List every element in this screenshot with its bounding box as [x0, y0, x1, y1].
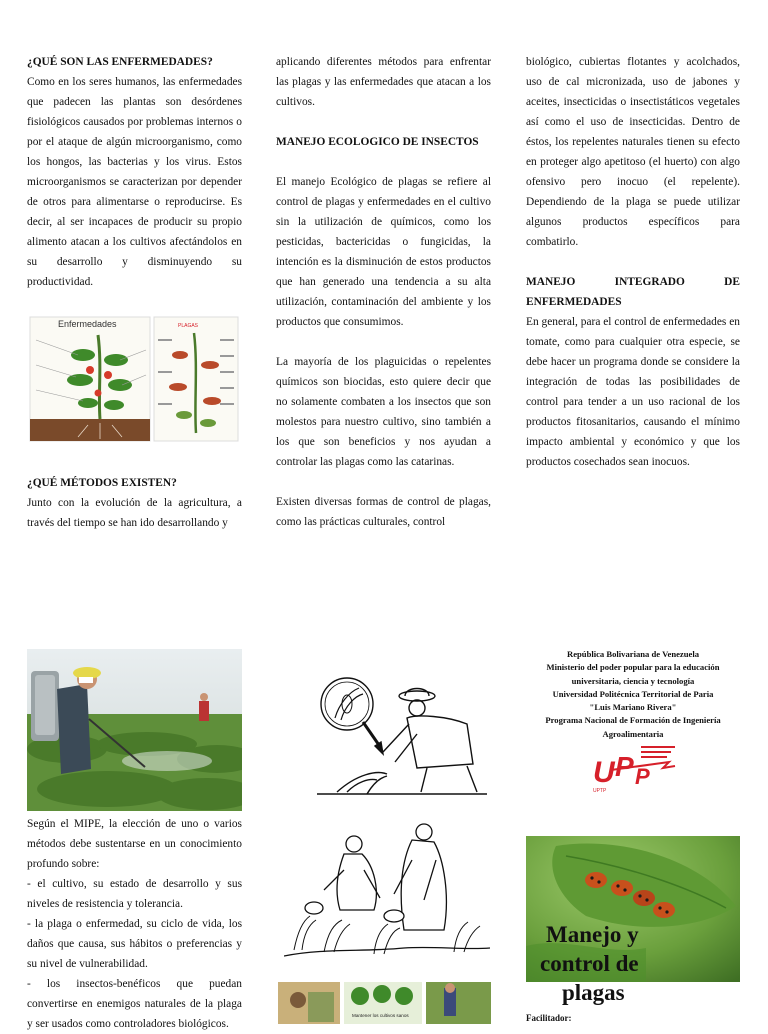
credit-line-universidad: Universidad Politécnica Territorial de Paria [552, 688, 714, 699]
farmer-spraying-photo [27, 649, 242, 811]
cover-title-line-2: control de [540, 951, 639, 976]
magnifier-farmer-drawing [317, 674, 487, 798]
svg-text:U: U [593, 756, 615, 789]
spraying-scene-svg [27, 649, 242, 811]
credit-line-agroalimentaria: Agroalimentaria [602, 728, 664, 739]
credit-line-luis-mariano: "Luis Mariano Rivera" [589, 702, 677, 713]
credit-line-republica: República Bolivariana de Venezuela [566, 649, 700, 659]
facilitator-label: Facilitador: [526, 1013, 572, 1023]
paragraph-enfermedades: Como en los seres humanos, las enfermedades que padecen las plantas son desórdenes fisiológicos causados por problemas internos o por el ataque de algún microorganismo, como los hongos, las bacterias y los virus. Estos microorganismos se caracterizan por depender de otros para alimentarse o reproducirse. Es decir, al ser incapaces de producir su propio alimento atacan a los cultivos afectándolos en su desarrollo y disminuyendo su productividad. [27, 76, 242, 288]
cover-title-line-1: Manejo y [546, 922, 639, 947]
column-4-text [27, 814, 242, 1034]
paragraph-plaguicidas: La mayoría de los plaguicidas o repelentes químicos son biocidas, esto quiere decir que no solamente combaten a los insectos que son molestos para nuestro cultivo, sino también a los que son beneficios y nos ayudan a controlar las plagas como las catarinas. [276, 356, 491, 468]
plant-diagram-svg [28, 315, 240, 445]
uptp-logo-svg [591, 740, 679, 794]
svg-text:P: P [635, 764, 650, 789]
credit-line-programa: Programa Nacional de Formación de Ingeniería [545, 715, 721, 726]
figure-title: Enfermedades [58, 319, 117, 329]
institution-credits [526, 648, 740, 741]
diseases-pests-illustration [28, 315, 240, 445]
farmers-planting-drawing [284, 820, 490, 960]
list-item-plaga: - la plaga o enfermedad, su ciclo de vida, los daños que causa, sus hábitos o preferencias y su nivel de vulnerabilidad. [27, 918, 242, 970]
photo-strip-caption: Mantener los cultivos sanos [352, 1013, 409, 1018]
column-2-top [276, 52, 491, 532]
cover-title-line-3: plagas [562, 980, 625, 1005]
photo-strip-svg [278, 982, 491, 1024]
heading-que-metodos-existen: ¿QUÉ MÉTODOS EXISTEN? [27, 477, 177, 489]
list-item-insectos: - los insectos-benéficos que puedan convertirse en enemigos naturales de la plaga y ser usados como controladores biológicos. [27, 978, 242, 1030]
credit-line-universitaria: universitaria, ciencia y tecnología [571, 675, 695, 686]
heading-manejo-ecologico: MANEJO ECOLOGICO DE INSECTOS [276, 136, 479, 148]
paragraph-metodos: Junto con la evolución de la agricultura, a través del tiempo se han ido desarrollando y [27, 497, 242, 529]
heading-manejo-integrado: MANEJO INTEGRADO DE ENFERMEDADES [526, 276, 740, 308]
credit-line-ministerio: Ministerio del poder popular para la educación [546, 662, 720, 673]
paragraph-biologico: biológico, cubiertas flotantes y acolchados, uso de cal micronizada, uso de jabones y aceites, insecticidas o insectistáticos vegetales así como el uso de insecticidas. Dentro de éstos, los repelentes naturales tienen su efecto en proteger algo apetitoso (el huerto) con algo ofensivo pero inocuo (el repelente). Dependiendo de la plaga se puede utilizar algunos productos específicos para combatirlo. [526, 56, 740, 248]
list-item-cultivo: - el cultivo, su estado de desarrollo y sus niveles de resistencia y tolerancia. [27, 878, 242, 910]
svg-text:P: P [615, 751, 634, 782]
cover-title [540, 920, 680, 1007]
paragraph-mipe: Según el MIPE, la elección de uno o varios métodos debe sustentarse en un conocimiento profundo sobre: [27, 818, 242, 870]
paragraph-manejo-ecologico: El manejo Ecológico de plagas se refiere al control de plagas y enfermedades en el cultivo sin la utilización de químicos, como los pesticidas, bactericidas o fungicidas, la intención es la disminución de estos productos que han generado una tendencia a su alta utilización, contaminación del ambiente y los productos que consumimos. [276, 176, 491, 328]
figure-right-title: PLAGAS [178, 323, 199, 329]
magnifier-drawing-svg [317, 674, 487, 798]
practices-photo-strip [278, 982, 491, 1024]
uptp-logo [591, 740, 679, 794]
planting-drawing-svg [284, 820, 490, 960]
column-1-top [27, 52, 242, 292]
logo-text: UPTP [593, 788, 607, 794]
paragraph-aplicando: aplicando diferentes métodos para enfrentar las plagas y las enfermedades que atacan a los cultivos. [276, 56, 491, 108]
paragraph-formas-control: Existen diversas formas de control de plagas, como las prácticas culturales, control [276, 496, 491, 528]
column-3-top [526, 52, 740, 472]
heading-que-son-enfermedades: ¿QUÉ SON LAS ENFERMEDADES? [27, 56, 213, 68]
paragraph-manejo-integrado: En general, para el control de enfermedades en tomate, como para cualquier otra especie, se debe hacer un programa donde se considere la integración de todas las posibilidades de control para tender a un uso racional de los productos fitosanitarios, causando el mínimo impacto ambiental y económico y que los productos cosechados sean inocuos. [526, 316, 740, 468]
column-1-bottom [27, 473, 242, 533]
